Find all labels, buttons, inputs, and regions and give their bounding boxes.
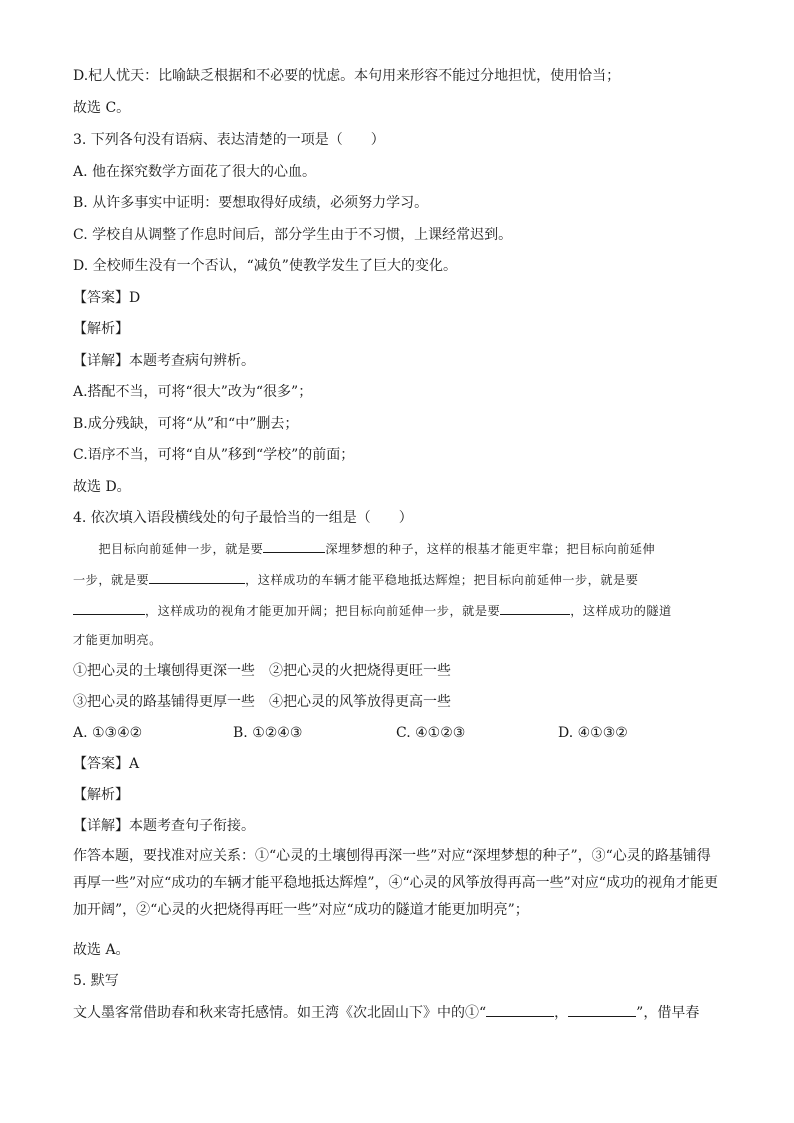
- question-4-option-b: B. ①②④③: [233, 725, 303, 741]
- question-3-detail: 【详解】本题考查病句辨析。: [73, 353, 255, 369]
- question-4-analysis-heading: 【解析】: [73, 787, 129, 803]
- question-4-choices-row-1: ①把心灵的土壤刨得更深一些 ②把心灵的火把烧得更旺一些: [73, 663, 451, 679]
- answer-choice-c: 故选 C。: [73, 100, 131, 116]
- question-5-prompt: 文人墨客常借助春和秋来寄托感情。如王湾《次北固山下》中的①“ ， ”，借早春: [73, 1002, 725, 1023]
- question-4-choices-row-2: ③把心灵的路基铺得更厚一些 ④把心灵的风筝放得更高一些: [73, 694, 451, 710]
- question-3-option-b: B. 从许多事实中证明：要想取得好成绩，必须努力学习。: [73, 195, 429, 211]
- blank-5a[interactable]: [486, 1002, 554, 1017]
- question-3-stem: 3. 下列各句没有语病、表达清楚的一项是（ ）: [73, 132, 385, 148]
- blank-2[interactable]: [149, 569, 245, 584]
- question-4-explanation: 作答本题，要找准对应关系：①“心灵的土壤刨得再深一些”对应“深埋梦想的种子”，③“心灵的路基铺得再厚一些”对应“成功的车辆才能平稳地抵达辉煌”，④“心灵的风筝放得再高一些”对应“成功的视角才能更加开阔”，②“心灵的火把烧得再旺一些”对应“成功的隧道才能更加明亮”；: [73, 848, 718, 918]
- question-3-detail-c: C.语序不当，可将“自从”移到“学校”的前面；: [73, 447, 355, 463]
- question-3-option-d: D. 全校师生没有一个否认，“减负”使教学发生了巨大的变化。: [73, 258, 457, 274]
- question-4-choice: 故选 A。: [73, 942, 130, 958]
- question-3-analysis-heading: 【解析】: [73, 321, 129, 337]
- question-4-answer: 【答案】A: [73, 756, 140, 772]
- question-4-option-d: D. ④①③②: [558, 725, 628, 741]
- passage-line-1: 把目标向前延伸一步，就是要 深埋梦想的种子，这样的根基才能更牢靠；把目标向前延伸: [73, 538, 718, 559]
- question-3-detail-a: A.搭配不当，可将“很大”改为“很多”；: [73, 384, 313, 400]
- question-4-stem: 4. 依次填入语段横线处的句子最恰当的一组是（ ）: [73, 510, 413, 526]
- question-5-stem: 5. 默写: [73, 973, 119, 989]
- passage-line-3: ，这样成功的视角才能更加开阔；把目标向前延伸一步，就是要 ，这样成功的隧道: [73, 600, 718, 621]
- question-3-detail-b: B.成分残缺，可将“从”和“中”删去；: [73, 416, 299, 432]
- blank-1[interactable]: [263, 538, 325, 553]
- question-3-option-a: A. 他在探究数学方面花了很大的心血。: [73, 164, 317, 180]
- question-4-option-c: C. ④①②③: [396, 725, 466, 741]
- question-4-option-a: A. ①③④②: [73, 725, 143, 741]
- question-4-detail: 【详解】本题考查句子衔接。: [73, 818, 255, 834]
- passage-line-2: 一步，就是要 ，这样成功的车辆才能平稳地抵达辉煌；把目标向前延伸一步，就是要: [73, 569, 718, 590]
- passage-line-4: 才能更加明亮。: [73, 633, 162, 647]
- blank-4[interactable]: [500, 600, 570, 615]
- blank-5b[interactable]: [568, 1002, 636, 1017]
- question-3-option-c: C. 学校自从调整了作息时间后，部分学生由于不习惯，上课经常迟到。: [73, 227, 513, 243]
- question-3-choice: 故选 D。: [73, 479, 131, 495]
- explanation-d-line: D.杞人忧天：比喻缺乏根据和不必要的忧虑。本句用来形容不能过分地担忧，使用恰当；: [73, 68, 621, 84]
- blank-3[interactable]: [73, 600, 145, 615]
- question-3-answer: 【答案】D: [73, 290, 141, 306]
